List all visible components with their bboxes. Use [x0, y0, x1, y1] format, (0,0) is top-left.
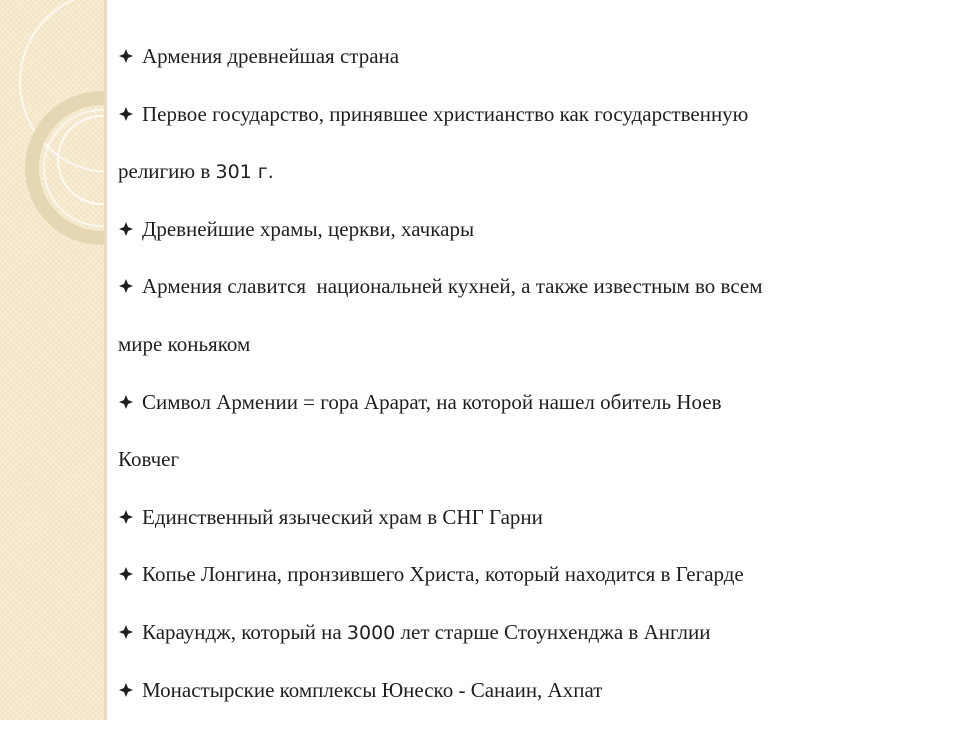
list-item-text: Копье Лонгина, пронзившего Христа, который находится в Гегарде — [142, 562, 744, 587]
list-item — [118, 614, 938, 672]
list-item — [118, 556, 938, 614]
list-item — [118, 499, 938, 557]
list-item — [118, 96, 938, 154]
slide-content — [118, 38, 938, 729]
years-number: 3000 — [346, 621, 396, 644]
diamond-bullet-icon — [118, 394, 134, 410]
list-item-text: Единственный языческий храм в СНГ Гарни — [142, 504, 543, 529]
list-item — [118, 384, 938, 442]
diamond-bullet-icon — [118, 48, 134, 64]
medium-ring-outer — [32, 98, 104, 238]
list-item-continuation — [118, 153, 938, 211]
diamond-bullet-icon — [118, 221, 134, 237]
diamond-bullet-icon — [118, 682, 134, 698]
list-item-text-after: лет старше Стоунхенджа в Англии — [395, 619, 711, 644]
list-item-text: религию в — [118, 159, 216, 184]
diamond-bullet-icon — [118, 566, 134, 582]
list-item-text: Армения древнейшая страна — [142, 44, 400, 68]
list-item-text: Монастырские комплексы Юнеско - Санаин, Ахпат — [142, 677, 603, 702]
list-item — [118, 268, 938, 326]
side-panel-edge — [104, 0, 107, 720]
list-item-continuation — [118, 441, 938, 499]
year-number: 301 г. — [215, 161, 274, 184]
list-item — [118, 211, 938, 269]
diamond-bullet-icon — [118, 509, 134, 525]
list-item — [118, 38, 938, 96]
diamond-bullet-icon — [118, 278, 134, 294]
list-item-text: Символ Армении = гора Арарат, на которой нашел обитель Ноев — [142, 389, 722, 414]
list-item-continuation — [118, 326, 938, 384]
decorative-rings — [0, 0, 104, 300]
list-item-text: мире коньяком — [118, 331, 251, 356]
diamond-bullet-icon — [118, 624, 134, 640]
list-item-text: Армения славится национальней кухней, а также известным во всем — [142, 274, 763, 299]
diamond-bullet-icon — [118, 106, 134, 122]
list-item-text: Первое государство, принявшее христианство как государственную — [142, 101, 749, 126]
list-item-text: Караундж, который на — [142, 619, 347, 644]
list-item-text: Ковчег — [118, 447, 180, 472]
decorative-side-panel — [0, 0, 104, 720]
list-item-text: Древнейшие храмы, церкви, хачкары — [142, 216, 475, 241]
list-item — [118, 672, 938, 729]
